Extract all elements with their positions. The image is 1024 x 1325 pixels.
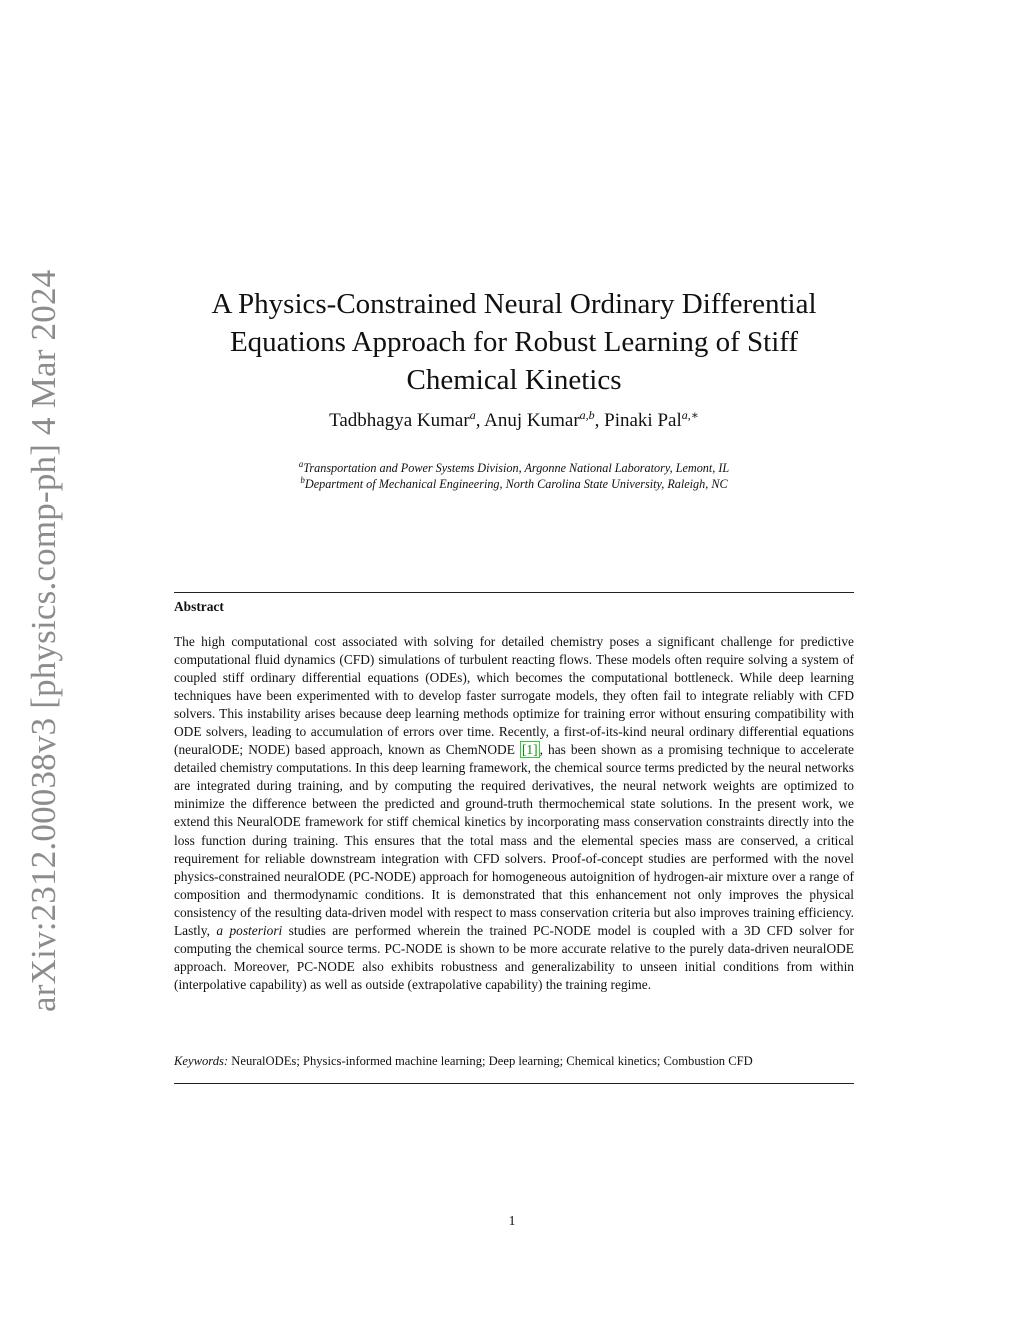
abstract-italic-phrase: a posteriori: [216, 922, 283, 938]
arxiv-identifier-stamp: arXiv:2312.00038v3 [physics.comp-ph] 4 Mar 2024: [24, 269, 63, 1012]
abstract-top-rule: [174, 592, 854, 593]
title-line: Chemical Kinetics: [406, 364, 622, 396]
affiliation-mark: a: [298, 459, 304, 469]
page-number: 1: [508, 1214, 516, 1229]
citation-link[interactable]: [1]: [521, 742, 538, 758]
affiliation-list: [150, 460, 878, 492]
abstract-heading: Abstract: [174, 599, 224, 614]
abstract-text: studies are performed wherein the trained PC-NODE model is coupled with a 3D CFD solver for computing the chemical source terms. PC-NODE is shown to be more accurate relative to the purely data-driven neuralODE approach. Moreover, PC-NODE also exhibits robustness and generalizability to unseen initial conditions from within (interpolative capability) as well as outside (extrapolative capability) the training regime.: [174, 922, 854, 992]
author-affiliation-mark: a,b: [579, 408, 595, 422]
affiliation-text: Department of Mechanical Engineering, North Carolina State University, Raleigh, NC: [304, 477, 728, 491]
affiliation-mark: b: [300, 475, 305, 485]
affiliation-text: Transportation and Power Systems Division, Argonne National Laboratory, Lemont, IL: [303, 461, 730, 475]
keywords-text: NeuralODEs; Physics-informed machine learning; Deep learning; Chemical kinetics; Combustion CFD: [231, 1054, 753, 1068]
abstract-text: , has been shown as a promising technique to accelerate detailed chemistry computations. In this deep learning framework, the chemical source terms predicted by the neural networks are integrated during training, and by computing the required derivatives, the neural network weights are optimized to minimize the difference between the predicted and ground-truth thermochemical state solutions. In the present work, we extend this NeuralODE framework for stiff chemical kinetics by incorporating mass conservation constraints directly into the loss function during training. This ensures that the total mass and the elemental species mass are conserved, a critical requirement for reliable downstream integration with CFD solvers. Proof-of-concept studies are performed with the novel physics-constrained neuralODE (PC-NODE) approach for homogeneous autoignition of hydrogen-air mixture over a range of composition and thermodynamic conditions. It is demonstrated that this enhancement not only improves the physical consistency of the resulting data-driven model with respect to mass conservation criteria but also improves training efficiency. Lastly,: [174, 742, 855, 938]
keywords-line: [174, 1054, 854, 1069]
author-name: Tadbhagya Kumar: [329, 410, 470, 431]
author-name: Anuj Kumar: [484, 410, 580, 431]
author-affiliation-mark: a: [469, 408, 476, 422]
affiliation-item: [150, 460, 878, 476]
paper-title: [150, 285, 878, 399]
abstract-bottom-rule: [174, 1083, 854, 1084]
abstract-body: [174, 633, 854, 994]
title-line: Equations Approach for Robust Learning of Stiff: [229, 326, 799, 358]
abstract-text: The high computational cost associated with solving for detailed chemistry poses a significant challenge for predictive computational fluid dynamics (CFD) simulations of turbulent reacting flows. These models often require solving a system of coupled stiff ordinary differential equations (ODEs), which becomes the computational bottleneck. While deep learning techniques have been experimented with to develop faster surrogate models, they often fail to integrate reliably with CFD solvers. This instability arises because deep learning methods optimize for training error without ensuring compatibility with ODE solvers, leading to accumulation of errors over time. Recently, a first-of-its-kind neural ordinary differential equations (neuralODE; NODE) based approach, known as ChemNODE: [174, 634, 854, 758]
title-line: A Physics-Constrained Neural Ordinary Differential: [211, 288, 817, 320]
keywords-label: Keywords:: [174, 1054, 229, 1068]
author-list: Tadbhagya Kumar$^a$, Anuj Kumar$^{a,b}$, Pinaki Pal$^{a,∗}$: [329, 408, 699, 431]
author-name: Pinaki Pal: [604, 410, 682, 431]
affiliation-item: [150, 476, 878, 492]
author-affiliation-mark: a,∗: [681, 408, 699, 422]
